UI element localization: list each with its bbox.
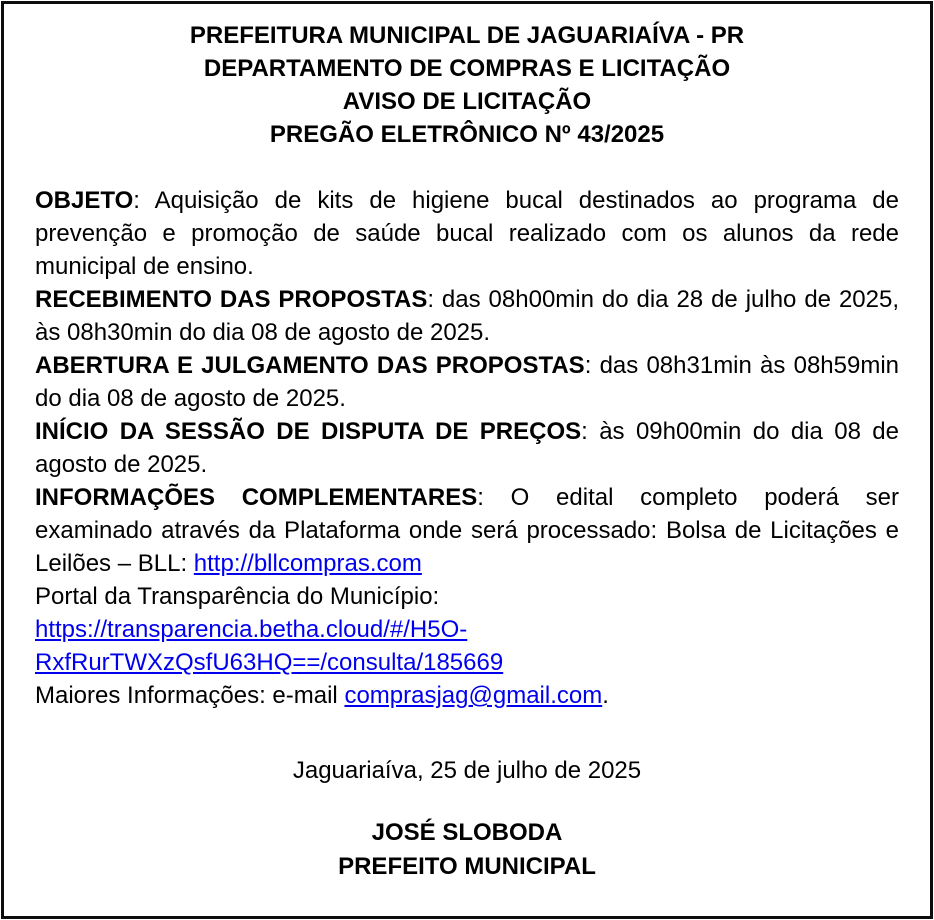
signatory-name: JOSÉ SLOBODA	[371, 819, 563, 846]
document-page	[1, 1, 933, 919]
paragraph-abertura-julgamento	[35, 349, 899, 415]
transparencia-link[interactable]: https://transparencia.betha.cloud/#/H5O-RxfRurTWXzQsfU63HQ==/consulta/185669	[35, 616, 504, 676]
signature-block	[35, 816, 899, 884]
paragraph-portal-transparencia	[35, 580, 899, 613]
paragraph-recebimento-propostas	[35, 283, 899, 349]
paragraph-text: .	[602, 682, 609, 709]
paragraph-inicio-disputa	[35, 415, 899, 481]
paragraph-label: INÍCIO DA SESSÃO DE DISPUTA DE PREÇOS	[35, 418, 582, 445]
paragraph-label: INFORMAÇÕES COMPLEMENTARES	[35, 484, 478, 511]
paragraph-text: : das 08h31min às 08h59min do dia 08 de agosto de 2025.	[35, 352, 899, 412]
paragraph-text: Portal da Transparência do Município:	[35, 583, 440, 610]
header-line-organization: PREFEITURA MUNICIPAL DE JAGUARIAÍVA - PR	[189, 22, 745, 49]
paragraph-text: : das 08h00min do dia 28 de julho de 2025, às 08h30min do dia 08 de agosto de 2025.	[35, 286, 900, 346]
paragraph-label: ABERTURA E JULGAMENTO DAS PROPOSTAS	[35, 352, 585, 379]
paragraph-objeto	[35, 184, 899, 283]
header-line-department: DEPARTAMENTO DE COMPRAS E LICITAÇÃO	[203, 55, 731, 82]
paragraph-maiores-informacoes	[35, 679, 899, 712]
bll-link[interactable]: http://bllcompras.com	[193, 550, 422, 577]
paragraph-label: RECEBIMENTO DAS PROPOSTAS	[35, 286, 428, 313]
paragraph-label: OBJETO	[35, 187, 134, 214]
paragraph-informacoes-complementares	[35, 481, 899, 580]
paragraph-text: : O edital completo poderá ser examinado através da Plataforma onde será processado: Bolsa de Licitações e Leilões – BLL:	[35, 484, 899, 577]
email-link[interactable]: comprasjag@gmail.com	[344, 682, 603, 709]
date-line: Jaguariaíva, 25 de julho de 2025	[292, 757, 642, 784]
paragraph-text: : às 09h00min do dia 08 de agosto de 2025.	[35, 418, 900, 478]
signatory-title: PREFEITO MUNICIPAL	[338, 853, 596, 880]
paragraph-text: Maiores Informações: e-mail	[35, 682, 345, 709]
header-line-notice-type: AVISO DE LICITAÇÃO	[342, 88, 592, 115]
document-header	[35, 19, 899, 151]
paragraph-transparencia-url	[35, 613, 899, 679]
header-line-auction-number: PREGÃO ELETRÔNICO Nº 43/2025	[269, 121, 665, 148]
paragraph-text: : Aquisição de kits de higiene bucal destinados ao programa de prevenção e promoção de saúde bucal realizado com os alunos da rede municipal de ensino.	[35, 187, 899, 280]
document-body	[35, 184, 899, 712]
